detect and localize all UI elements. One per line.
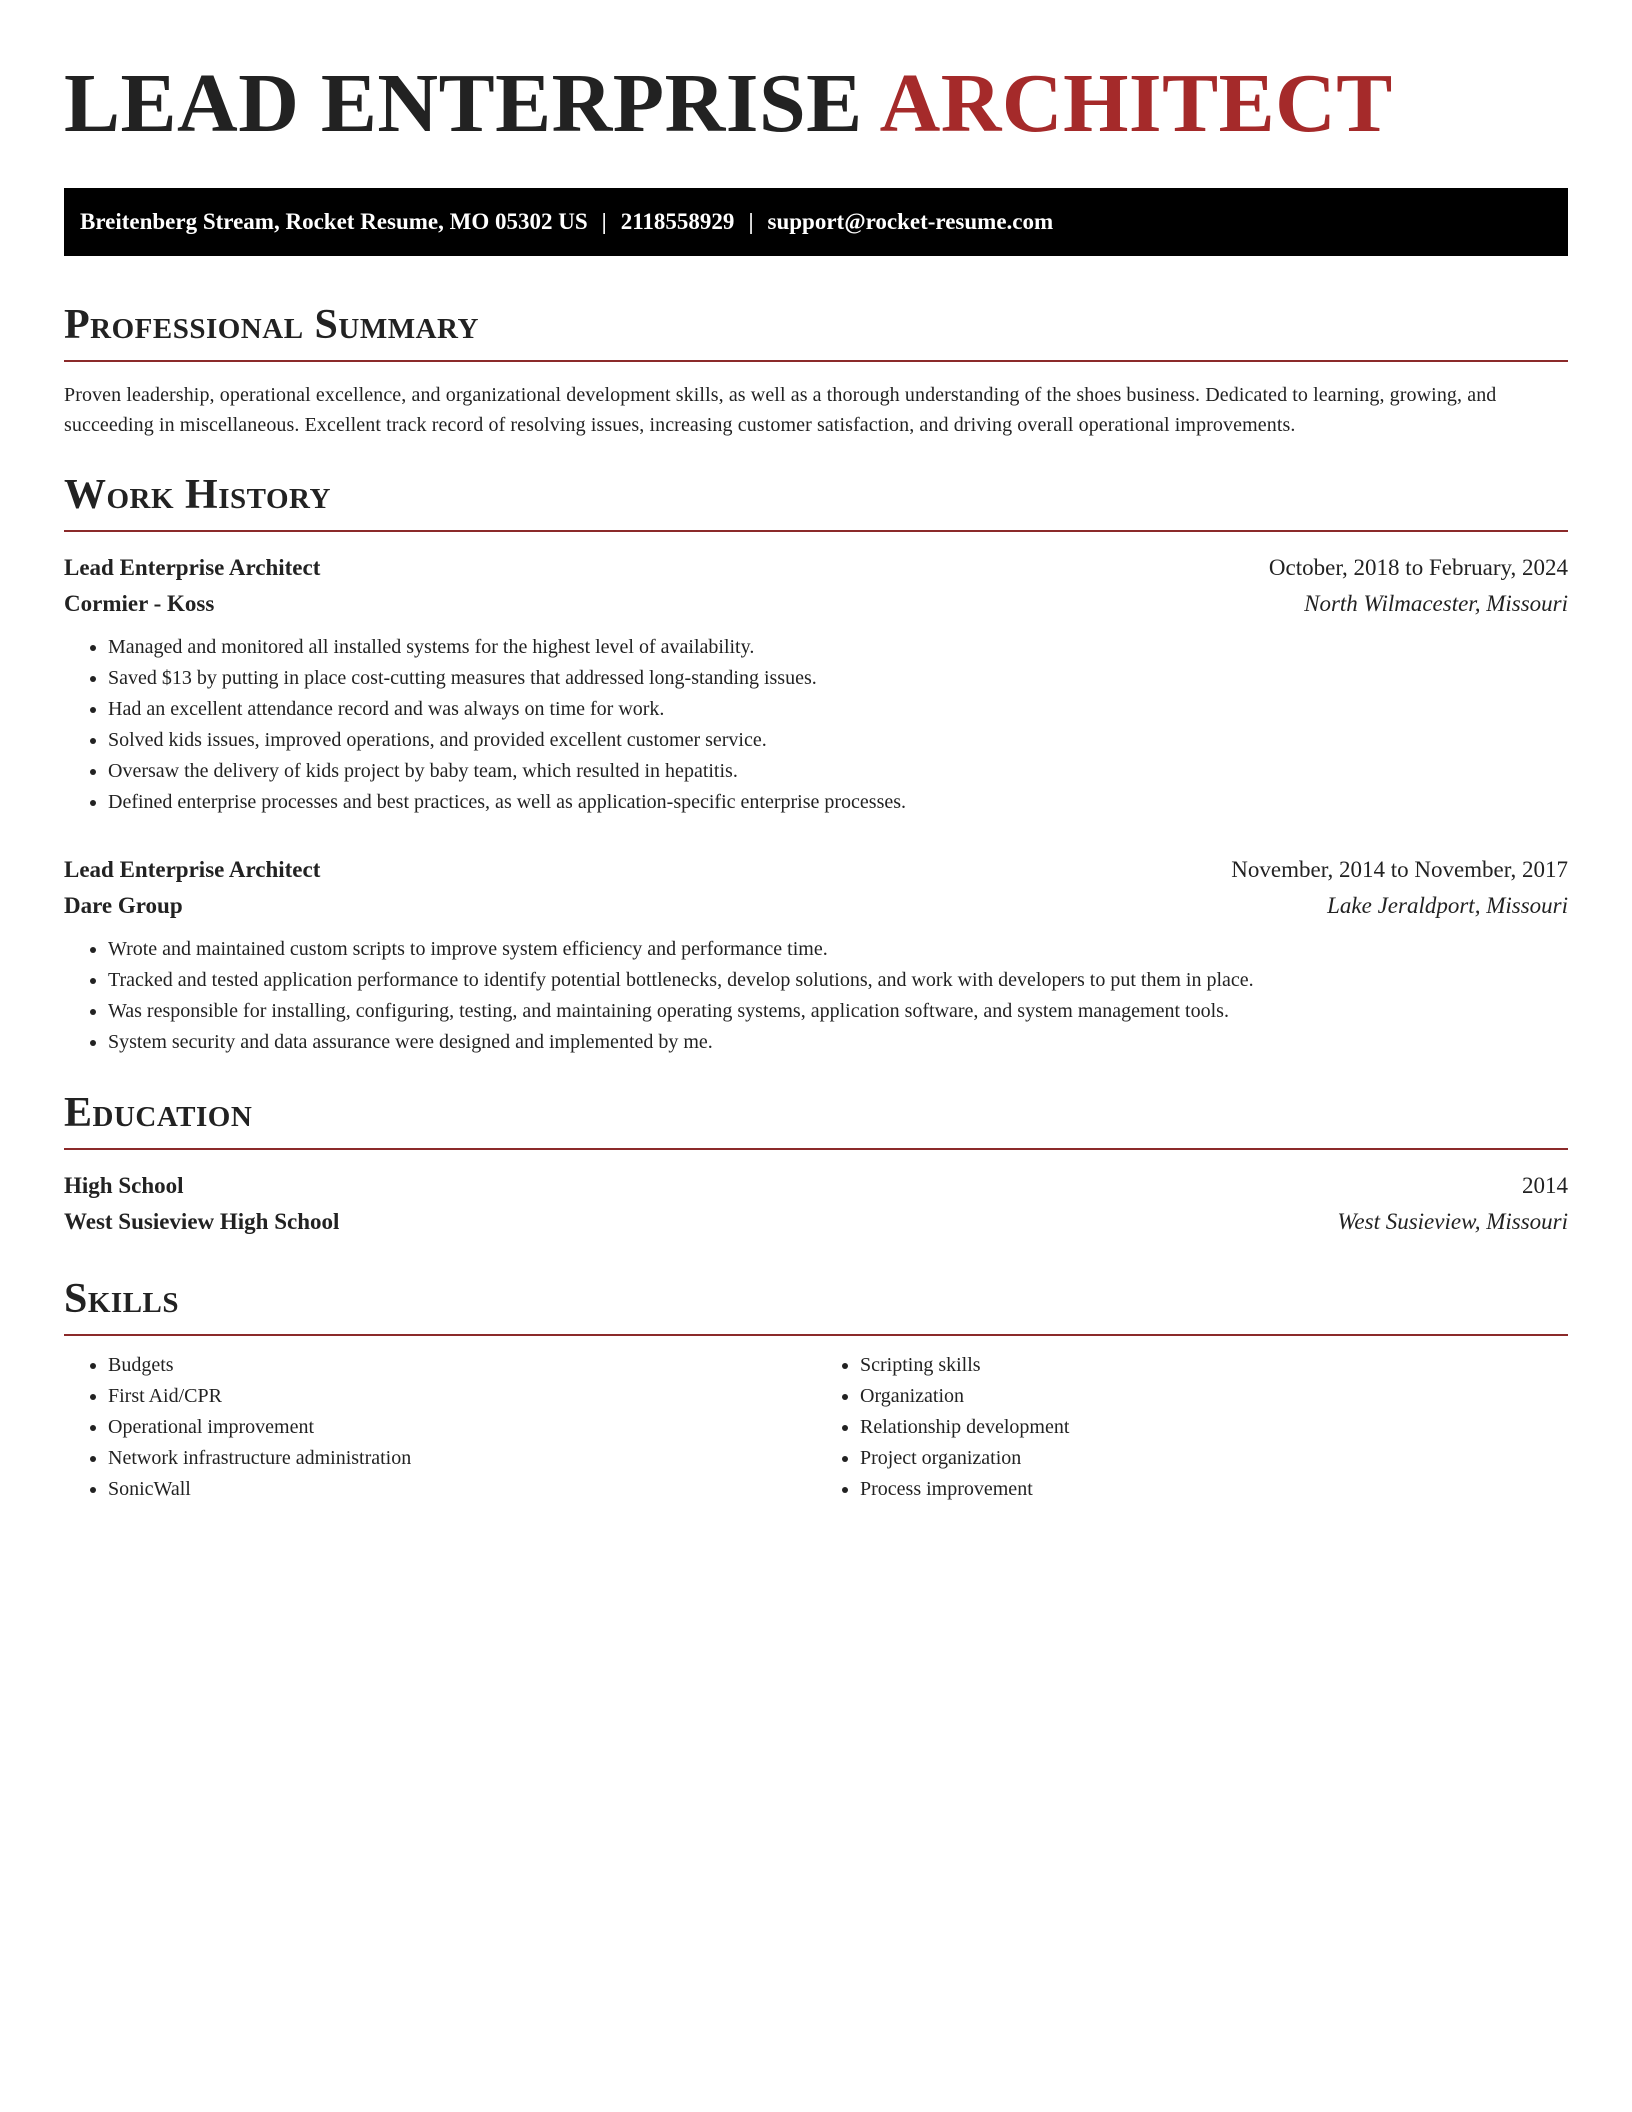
skill-item: • Network infrastructure administration [108,1443,816,1474]
section-divider [64,530,1568,532]
job-bullet: • Had an excellent attendance record and was always on time for work. [108,694,1568,725]
resume-title [64,56,1568,152]
contact-bar [64,188,1568,256]
skills-list-left [64,1350,816,1505]
skill-item: • Project organization [860,1443,1568,1474]
education-school: West Susieview High School [64,1209,340,1234]
job-entry [64,852,1568,1058]
section-heading-skills: Skills [64,1276,180,1322]
job-bullet: • System security and data assurance were designed and implemented by me. [108,1027,1568,1058]
job-bullet: • Managed and monitored all installed systems for the highest level of availability. [108,632,1568,663]
education-degree: High School [64,1173,184,1198]
job-bullet: • Solved kids issues, improved operations, and provided excellent customer service. [108,725,1568,756]
contact-phone[interactable]: 2118558929 [620,209,735,234]
skill-item: • First Aid/CPR [108,1381,816,1412]
job-location: Lake Jeraldport, Missouri [1327,893,1568,918]
contact-email[interactable]: support@rocket-resume.com [767,209,1054,234]
contact-address: Breitenberg Stream, Rocket Resume, MO 05302 US [80,209,588,234]
section-heading-summary: Professional Summary [64,302,479,348]
job-location: North Wilmacester, Missouri [1304,591,1568,616]
skills-grid [64,1350,1568,1505]
job-company: Cormier - Koss [64,591,215,616]
job-title: Lead Enterprise Architect [64,857,321,882]
skills-section [64,1274,1568,1505]
skill-item: • Operational improvement [108,1412,816,1443]
work-history-section [64,470,1568,1058]
skill-item: • SonicWall [108,1474,816,1505]
job-bullet: • Defined enterprise processes and best practices, as well as application-specific enterprise processes. [108,787,1568,818]
job-bullet: • Tracked and tested application performance to identify potential bottlenecks, develop solutions, and work with developers to put them in place. [108,965,1568,996]
section-heading-education: Education [64,1090,253,1136]
skill-item: • Scripting skills [860,1350,1568,1381]
job-entry [64,550,1568,818]
education-location: West Susieview, Missouri [1337,1209,1568,1234]
title-main: LEAD ENTERPRISE [64,57,863,150]
skills-list-right [816,1350,1568,1505]
job-bullet-list [64,632,1568,818]
job-bullet-list [64,934,1568,1058]
title-accent: ARCHITECT [879,57,1393,150]
skill-item: • Budgets [108,1350,816,1381]
job-bullet: • Oversaw the delivery of kids project by baby team, which resulted in hepatitis. [108,756,1568,787]
section-divider [64,1334,1568,1336]
skill-item: • Organization [860,1381,1568,1412]
job-dates: October, 2018 to February, 2024 [1268,555,1568,580]
education-entry [64,1168,1568,1240]
skill-item: • Relationship development [860,1412,1568,1443]
education-section [64,1088,1568,1240]
section-heading-work: Work History [64,472,331,518]
education-year: 2014 [1522,1173,1568,1198]
job-dates: November, 2014 to November, 2017 [1231,857,1568,882]
job-company: Dare Group [64,893,183,918]
summary-text: Proven leadership, operational excellence, and organizational development skills, as well as a thorough understanding of the shoes business. Dedicated to learning, growing, and succeeding in miscellaneous. Excellent track record of resolving issues, increasing customer satisfaction, and driving overall operational improvements. [64,384,1497,436]
job-title: Lead Enterprise Architect [64,555,321,580]
job-bullet: • Was responsible for installing, configuring, testing, and maintaining operating systems, application software, and system management tools. [108,996,1568,1027]
contact-separator: | [601,209,607,234]
job-bullet: • Saved $13 by putting in place cost-cutting measures that addressed long-standing issues. [108,663,1568,694]
section-divider [64,360,1568,362]
skill-item: • Process improvement [860,1474,1568,1505]
job-bullet: • Wrote and maintained custom scripts to improve system efficiency and performance time. [108,934,1568,965]
professional-summary-section [64,300,1568,440]
contact-separator: | [748,209,754,234]
section-divider [64,1148,1568,1150]
